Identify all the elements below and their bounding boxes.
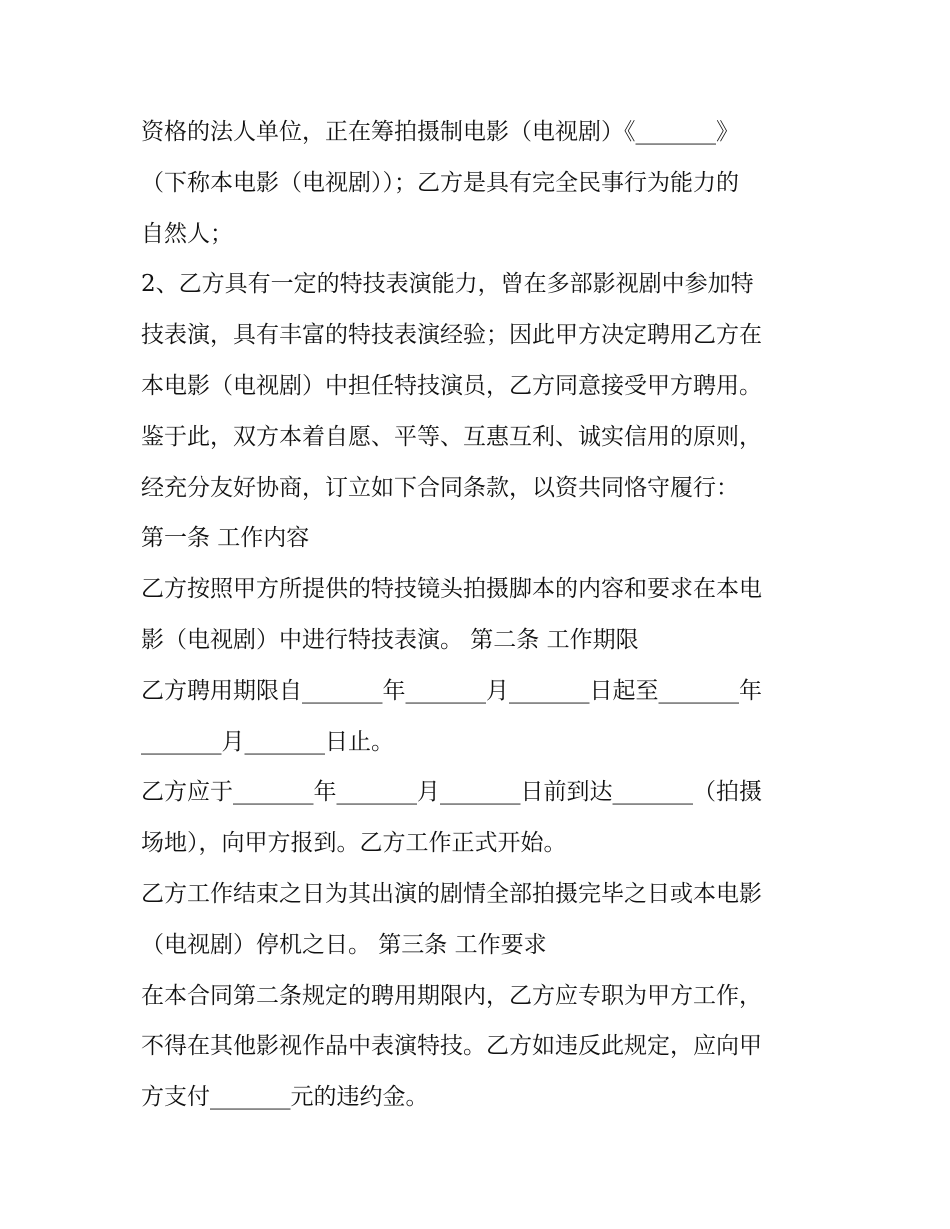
text-line-17: （电视剧）停机之日。 第三条 工作要求 [141,931,547,958]
text-line-10: 乙方按照甲方所提供的特技镜头拍摄脚本的内容和要求在本电 [141,576,762,603]
text-line-8: 经充分友好协商，订立如下合同条款，以资共同恪守履行： [141,474,739,501]
text-line-1: 资格的法人单位，正在筹拍摄制电影（电视剧）《_______》 [141,119,739,145]
text-line-19: 不得在其他影视作品中表演特技。乙方如违反此规定，应向甲 [141,1033,762,1060]
text-line-20: 方支付_______元的违约金。 [141,1084,429,1111]
text-line-11: 影（电视剧）中进行特技表演。 第二条 工作期限 [141,626,639,653]
text-line-3: 自然人； [141,220,233,247]
text-line-5: 技表演，具有丰富的特技表演经验；因此甲方决定聘用乙方在 [141,322,762,349]
text-line-6: 本电影（电视剧）中担任特技演员，乙方同意接受甲方聘用。 [141,372,762,399]
text-line-14: 乙方应于_______年_______月_______日前到达_______（拍摄 [141,779,762,806]
text-line-13: _______月_______日止。 [141,728,394,755]
text-line-4: 2、乙方具有一定的特技表演能力，曾在多部影视剧中参加特 [141,271,754,298]
section-heading-work-content: 第一条 工作内容 [141,525,310,552]
text-line-2: （下称本电影（电视剧））；乙方是具有完全民事行为能力的 [141,169,739,196]
contract-body [141,107,821,1123]
text-line-18: 在本合同第二条规定的聘用期限内，乙方应专职为甲方工作， [141,982,762,1009]
text-line-16: 乙方工作结束之日为其出演的剧情全部拍摄完毕之日或本电影 [141,880,762,907]
text-line-15: 场地），向甲方报到。乙方工作正式开始。 [141,830,567,857]
text-line-7: 鉴于此，双方本着自愿、平等、互惠互利、诚实信用的原则， [141,423,762,450]
text-line-12: 乙方聘用期限自_______年_______月_______日起至_______年 [141,677,762,704]
